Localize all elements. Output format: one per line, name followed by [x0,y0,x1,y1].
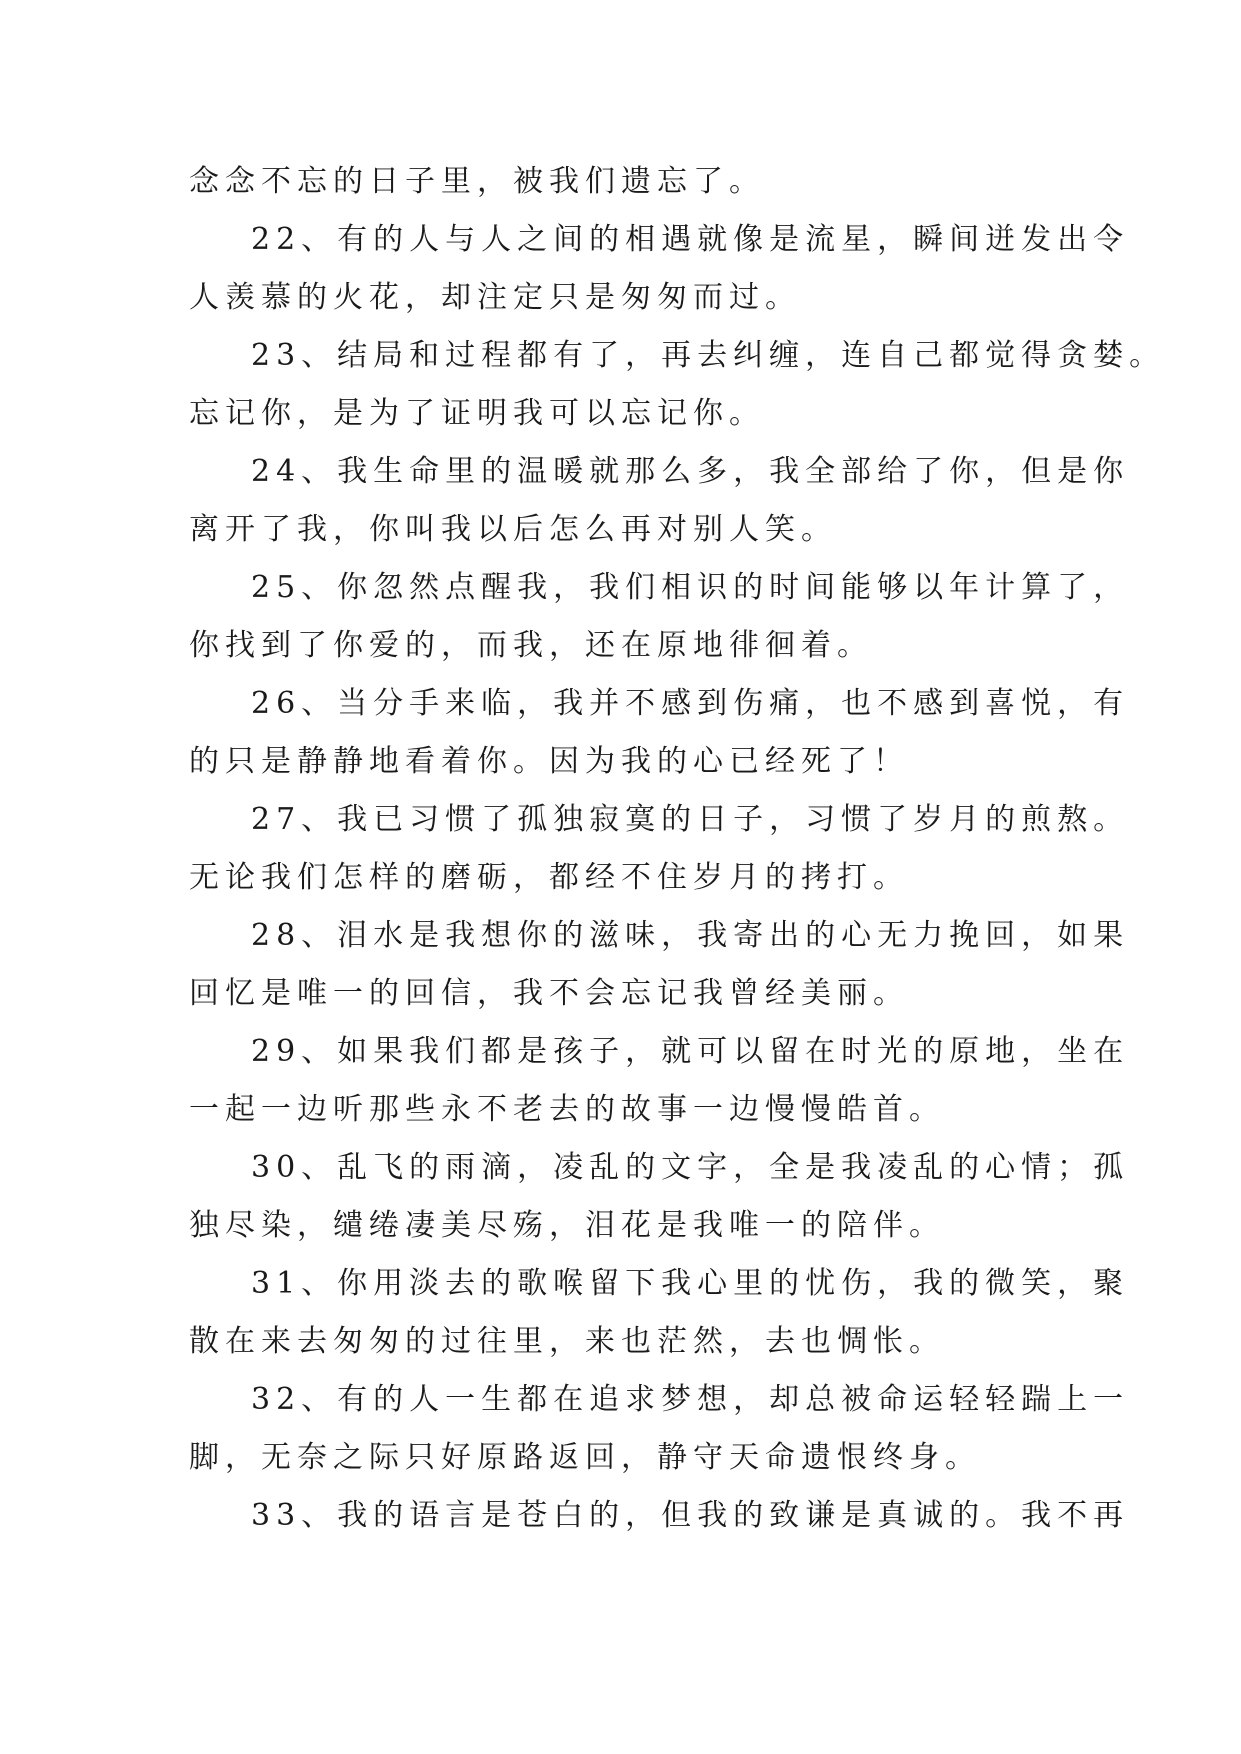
text-line: 29、如果我们都是孩子，就可以留在时光的原地，坐在 [251,1034,1130,1069]
text-line: 30、乱飞的雨滴，凌乱的文字，全是我凌乱的心情；孤 [251,1150,1130,1185]
text-line: 离开了我，你叫我以后怎么再对别人笑。 [189,512,837,547]
text-line: 忘记你，是为了证明我可以忘记你。 [189,396,765,431]
text-line: 的只是静静地看着你。因为我的心已经死了！ [189,744,909,779]
text-line: 脚，无奈之际只好原路返回，静守天命遗恨终身。 [189,1440,981,1475]
document-body [189,153,1166,1545]
text-line: 26、当分手来临，我并不感到伤痛，也不感到喜悦，有 [251,686,1130,721]
text-line: 散在来去匆匆的过往里，来也茫然，去也惆怅。 [189,1324,945,1359]
text-line: 27、我已习惯了孤独寂寞的日子，习惯了岁月的煎熬。 [251,802,1130,837]
text-line: 33、我的语言是苍白的，但我的致谦是真诚的。我不再 [251,1498,1130,1533]
text-line: 28、泪水是我想你的滋味，我寄出的心无力挽回，如果 [251,918,1130,953]
text-line: 你找到了你爱的，而我，还在原地徘徊着。 [189,628,873,663]
text-line: 22、有的人与人之间的相遇就像是流星，瞬间迸发出令 [251,222,1130,257]
text-line: 独尽染，缱绻凄美尽殇，泪花是我唯一的陪伴。 [189,1208,945,1243]
text-line: 人羡慕的火花，却注定只是匆匆而过。 [189,280,801,315]
text-line: 32、有的人一生都在追求梦想，却总被命运轻轻踹上一 [251,1382,1130,1417]
text-line: 24、我生命里的温暖就那么多，我全部给了你，但是你 [251,454,1130,489]
text-line: 回忆是唯一的回信，我不会忘记我曾经美丽。 [189,976,909,1011]
text-line: 无论我们怎样的磨砺，都经不住岁月的拷打。 [189,860,909,895]
text-line: 念念不忘的日子里，被我们遗忘了。 [189,164,765,199]
text-line: 一起一边听那些永不老去的故事一边慢慢皓首。 [189,1092,945,1127]
text-line: 31、你用淡去的歌喉留下我心里的忧伤，我的微笑，聚 [251,1266,1130,1301]
text-line: 25、你忽然点醒我，我们相识的时间能够以年计算了， [251,570,1130,605]
text-line: 23、结局和过程都有了，再去纠缠，连自己都觉得贪婪。 [251,338,1166,373]
